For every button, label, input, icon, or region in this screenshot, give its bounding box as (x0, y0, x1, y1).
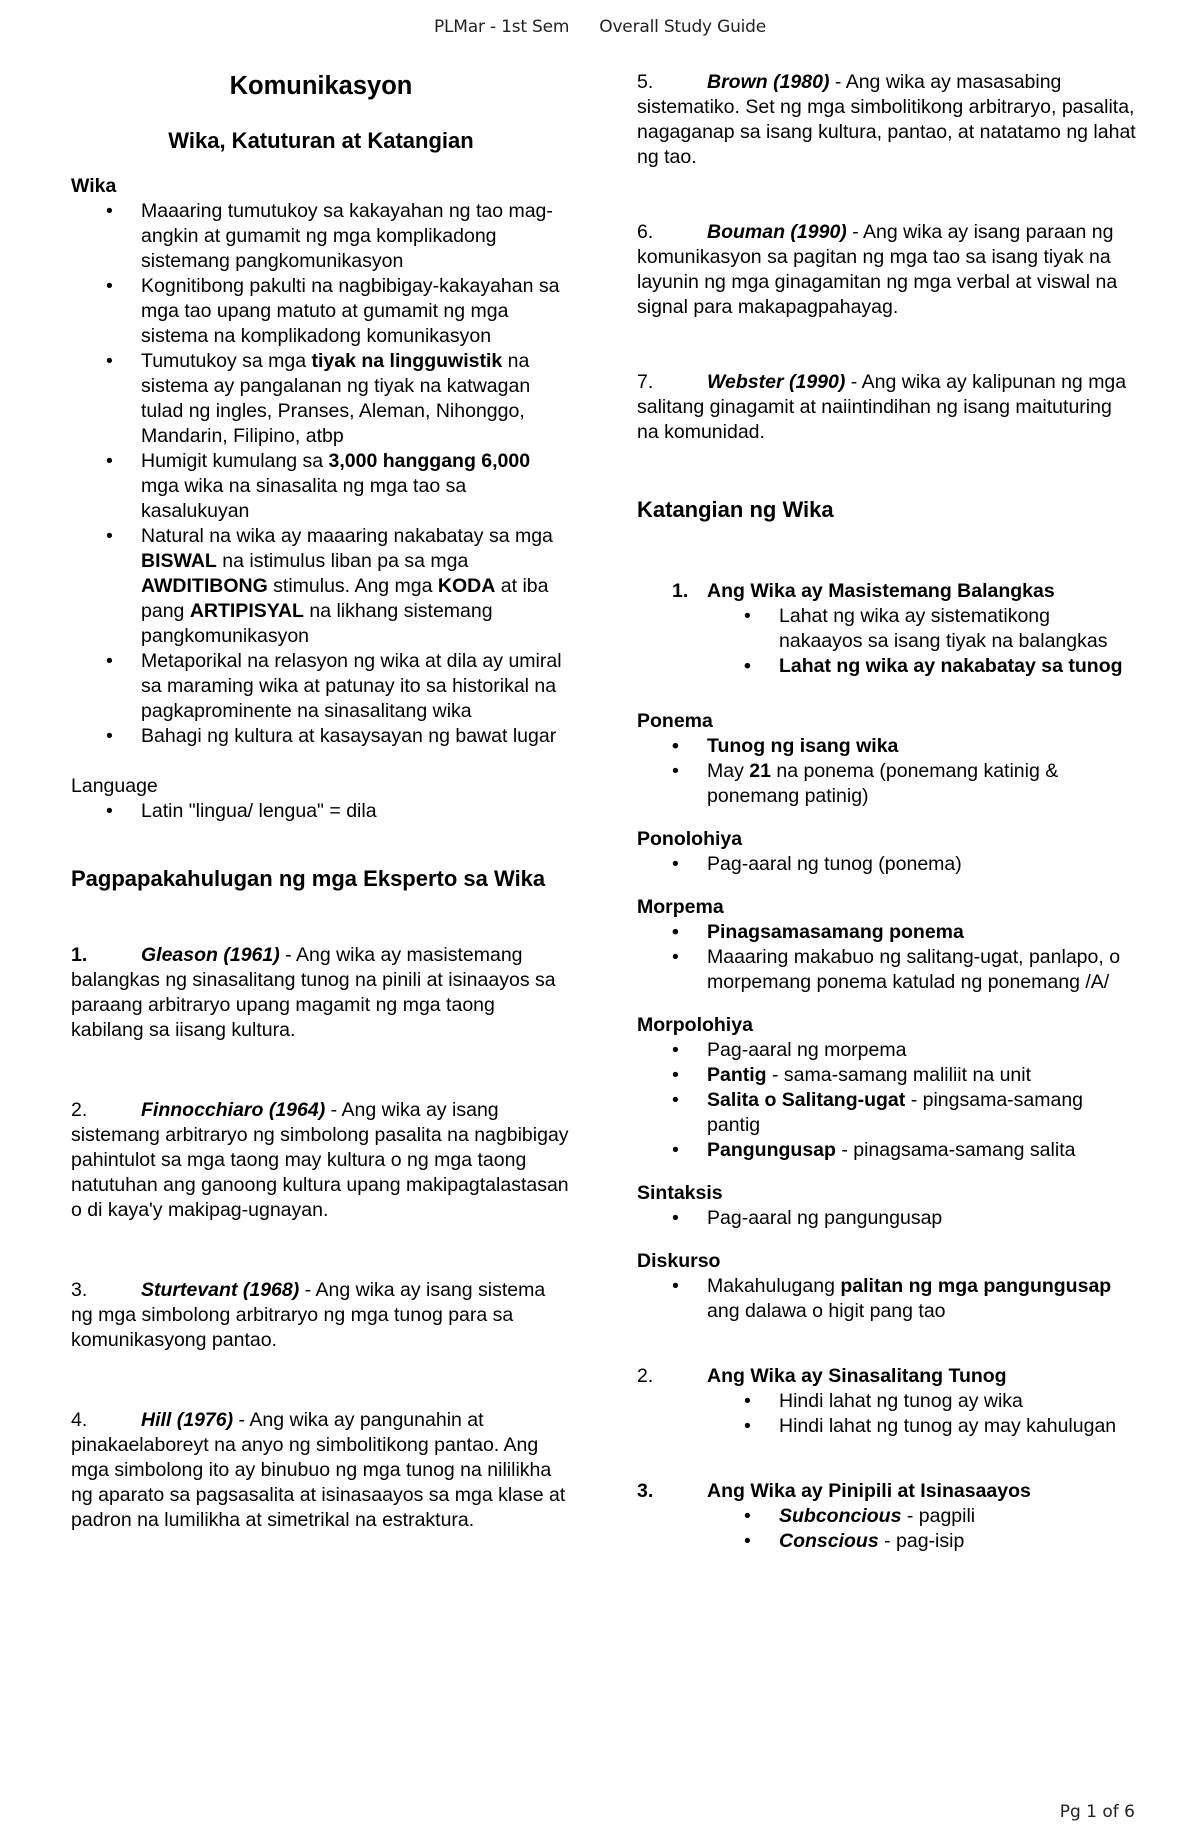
morpolohiya-list (637, 1038, 1137, 1163)
list-item: • Humigit kumulang sa 3,000 hanggang 6,000 mga wika na sinasalita ng mga tao sa kasalukuyan (141, 449, 571, 524)
list-item: • Tumutukoy sa mga tiyak na lingguwistik na sistema ay pangalanan ng tiyak na katwagan tulad ng ingles, Pranses, Aleman, Nihonggo, Mandarin, Filipino, atbp (141, 349, 571, 449)
sintaksis-label: Sintaksis (637, 1182, 723, 1204)
list-item: • Natural na wika ay maaaring nakabatay sa mga BISWAL na istimulus liban pa sa mga AWDITIBONG stimulus. Ang mga KODA at iba pang ARTIPISYAL na likhang sistemang pangkomunikasyon (141, 524, 571, 649)
morpema-label: Morpema (637, 896, 724, 918)
expert-definition: 1. Gleason (1961) - Ang wika ay masistemang balangkas ng sinasalitang tunog na pinili at isinaayos sa paraang arbitraryo upang magamit ng mga taong kabilang sa iisang kultura. (71, 944, 556, 1041)
list-item: • Maaaring makabuo ng salitang-ugat, panlapo, o morpemang ponema katulad ng ponemang /A/ (707, 945, 1137, 995)
header-right: Overall Study Guide (599, 17, 767, 37)
katangian-item-2: 2. Ang Wika ay Sinasalitang Tunog (637, 1365, 1007, 1387)
list-item: • Pag-aaral ng morpema (707, 1038, 1137, 1063)
page-subtitle: Wika, Katuturan at Katangian (168, 128, 474, 153)
katangian-2-list (637, 1389, 1137, 1439)
wika-label: Wika (71, 175, 117, 197)
language-list (71, 799, 571, 824)
list-item: • May 21 na ponema (ponemang katinig & ponemang patinig) (707, 759, 1137, 809)
ponema-list (637, 734, 1137, 809)
page-title: Komunikasyon (229, 72, 413, 100)
list-item: • Salita o Salitang-ugat - pingsama-samang pantig (707, 1088, 1137, 1138)
header-left: PLMar - 1st Sem (433, 17, 570, 37)
list-item: • Pangungusap - pinagsama-samang salita (707, 1138, 1137, 1163)
katangian-3-list (637, 1504, 1137, 1554)
morpema-list (637, 920, 1137, 995)
list-item: • Maaaring tumutukoy sa kakayahan ng tao mag-angkin at gumamit ng mga komplikadong sistemang pangkomunikasyon (141, 199, 571, 274)
diskurso-label: Diskurso (637, 1250, 721, 1272)
ponema-label: Ponema (637, 710, 713, 732)
ponolohiya-label: Ponolohiya (637, 828, 743, 850)
ponolohiya-list (637, 852, 1137, 877)
katangian-heading: Katangian ng Wika (637, 497, 834, 522)
list-item: • Subconcious - pagpili (779, 1504, 1137, 1529)
wika-list (71, 199, 571, 749)
morpolohiya-label: Morpolohiya (637, 1014, 753, 1036)
list-item: • Metaporikal na relasyon ng wika at dila ay umiral sa maraming wika at patunay ito sa historikal na pagkaprominente na sinasalitang wika (141, 649, 571, 724)
katangian-1-list (637, 604, 1137, 679)
list-item: • Makahulugang palitan ng mga pangungusap ang dalawa o higit pang tao (707, 1274, 1137, 1324)
list-item: • Hindi lahat ng tunog ay may kahulugan (779, 1414, 1137, 1439)
expert-definition: 3. Sturtevant (1968) - Ang wika ay isang sistema ng mga simbolong arbitraryo ng mga tunog para sa komunikasyong pantao. (71, 1279, 546, 1351)
list-item: • Bahagi ng kultura at kasaysayan ng bawat lugar (141, 724, 571, 749)
list-item: • Latin "lingua/ lengua" = dila (141, 799, 571, 824)
expert-definition: 6. Bouman (1990) - Ang wika ay isang paraan ng komunikasyon sa pagitan ng mga tao sa isang tiyak na layunin ng mga ginagamitan ng mga verbal at viswal na signal para makapagpahayag. (637, 221, 1118, 318)
list-item: • Pantig - sama-samang maliliit na unit (707, 1063, 1137, 1088)
expert-definition: 2. Finnocchiaro (1964) - Ang wika ay isang sistemang arbitraryo ng simbolong pasalita na nagbibigay pahintulot sa mga taong may kultura o ng mga taong natutuhan ang ganoong kultura upang makipagtalastasan o di kaya'y makipag-ugnayan. (71, 1099, 569, 1221)
list-item: • Lahat ng wika ay sistematikong nakaayos sa isang tiyak na balangkas (779, 604, 1137, 654)
language-label: Language (71, 775, 158, 797)
expert-definition: 7. Webster (1990) - Ang wika ay kalipunan ng mga salitang ginagamit at naiintindihan ng isang maituturing na komunidad. (637, 371, 1127, 443)
running-header (0, 15, 1200, 40)
right-column (637, 70, 1137, 1554)
experts-heading: Pagpapakahulugan ng mga Eksperto sa Wika (71, 866, 546, 891)
diskurso-list (637, 1274, 1137, 1324)
expert-definition: 4. Hill (1976) - Ang wika ay pangunahin at pinakaelaboreyt na anyo ng simbolitikong pantao. Ang mga simbolong ito ay binubuo ng mga tunog na nililikha ng aparato sa pagsasalita at isinasaayos sa mga klase at padron na lumilikha at simetrikal na estraktura. (71, 1409, 566, 1531)
left-column (71, 70, 571, 1533)
list-item: • Kognitibong pakulti na nagbibigay-kakayahan sa mga tao upang matuto at gumamit ng mga sistema na komplikadong komunikasyon (141, 274, 571, 349)
page-number: Pg 1 of 6 (1059, 1802, 1135, 1822)
expert-definition: 5. Brown (1980) - Ang wika ay masasabing sistematiko. Set ng mga simbolitikong arbitraryo, pasalita, nagaganap sa isang kultura, pantao, at natatamo ng lahat ng tao. (637, 71, 1136, 168)
list-item: • Pag-aaral ng tunog (ponema) (707, 852, 1137, 877)
sintaksis-list (637, 1206, 1137, 1231)
list-item: • Pag-aaral ng pangungusap (707, 1206, 1137, 1231)
katangian-item-1: 1. Ang Wika ay Masistemang Balangkas (672, 580, 1055, 602)
list-item: • Hindi lahat ng tunog ay wika (779, 1389, 1137, 1414)
katangian-item-3: 3. Ang Wika ay Pinipili at Isinasaayos (637, 1480, 1031, 1502)
list-item: • Tunog ng isang wika (707, 734, 1137, 759)
list-item: • Pinagsamasamang ponema (707, 920, 1137, 945)
list-item: • Lahat ng wika ay nakabatay sa tunog (779, 654, 1137, 679)
list-item: • Conscious - pag-isip (779, 1529, 1137, 1554)
